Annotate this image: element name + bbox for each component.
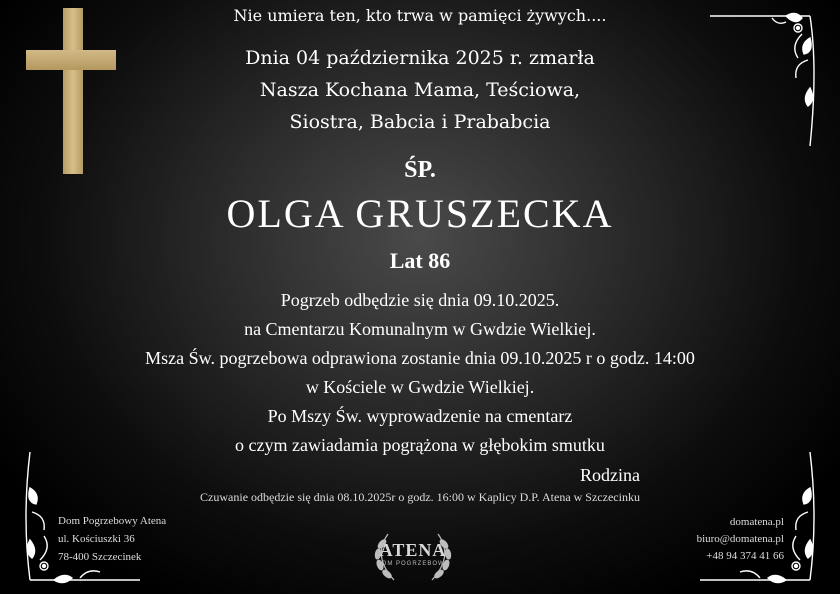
address-line: 78-400 Szczecinek bbox=[58, 551, 142, 563]
funeral-line: Msza Św. pogrzebowa odprawiona zostanie dnia 09.10.2025 r o godz. 14:00 bbox=[145, 348, 695, 368]
atena-logo bbox=[358, 526, 468, 586]
intro-line: Siostra, Babcia i Prababcia bbox=[289, 111, 551, 133]
funeral-line: na Cmentarzu Komunalnym w Gwdzie Wielkiej. bbox=[244, 319, 596, 339]
logo-name: ATENA bbox=[379, 540, 447, 560]
funeral-line: o czym zawiadamia pogrążona w głębokim smutku bbox=[235, 435, 605, 455]
vigil-notice: Czuwanie odbędzie się dnia 08.10.2025r o godz. 16:00 w Kaplicy D.P. Atena w Szczecinku bbox=[200, 490, 640, 504]
honorific: ŚP. bbox=[404, 157, 436, 183]
intro-line: Nasza Kochana Mama, Teściowa, bbox=[259, 79, 581, 101]
intro-line: Dnia 04 października 2025 r. zmarła bbox=[245, 47, 595, 69]
deceased-age: Lat 86 bbox=[389, 248, 451, 273]
address-line: ul. Kościuszki 36 bbox=[58, 533, 135, 545]
contact-info bbox=[697, 514, 784, 565]
funeral-home-address bbox=[58, 512, 166, 566]
funeral-line: Pogrzeb odbędzie się dnia 09.10.2025. bbox=[280, 290, 560, 310]
memorial-motto: Nie umiera ten, kto trwa w pamięci żywych.... bbox=[233, 6, 607, 25]
deceased-name: OLGA GRUSZECKA bbox=[226, 191, 614, 236]
phone-number: +48 94 374 41 66 bbox=[706, 550, 784, 562]
address-line: Dom Pogrzebowy Atena bbox=[58, 515, 167, 527]
death-announcement bbox=[0, 42, 840, 138]
signature: Rodzina bbox=[580, 465, 640, 485]
funeral-details bbox=[0, 286, 840, 460]
email-link[interactable]: biuro@domatena.pl bbox=[696, 533, 784, 545]
funeral-line: w Kościele w Gwdzie Wielkiej. bbox=[305, 377, 535, 397]
website-link[interactable]: domatena.pl bbox=[729, 516, 784, 528]
funeral-line: Po Mszy Św. wyprowadzenie na cmentarz bbox=[267, 406, 573, 426]
logo-subtitle: DOM POGRZEBOWY bbox=[376, 561, 450, 567]
